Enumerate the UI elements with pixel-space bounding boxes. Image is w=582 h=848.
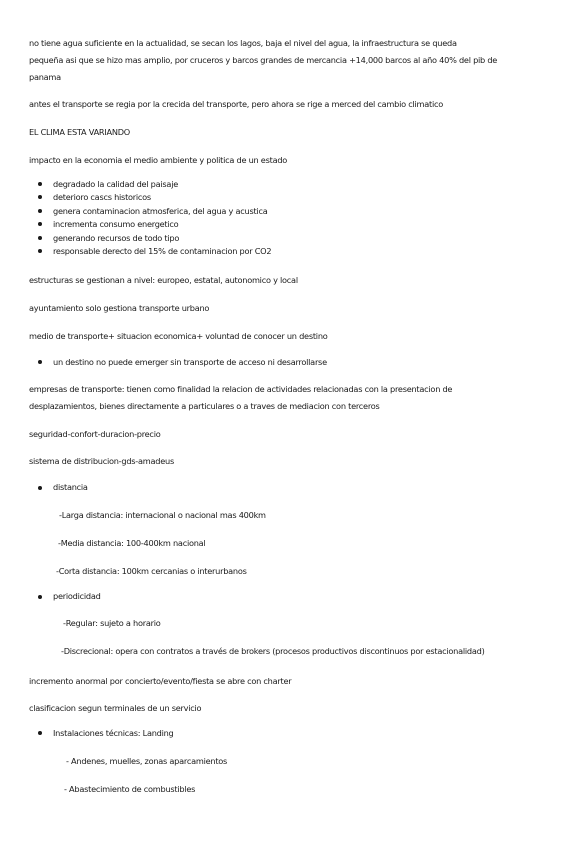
paragraph-distribucion: sistema de distribucion-gds-amadeus [29,456,174,466]
paragraph-transporte-clima: antes el transporte se regia por la crecida del transporte, pero ahora se rige a merced del cambio climatico [29,99,444,109]
paragraph-empresas-line-2: desplazamientos, bienes directamente a particulares o a traves de mediacion con terceros [29,401,380,411]
list-item-periodicidad: periodicidad [53,591,101,601]
bullet-dot [38,209,42,213]
list-item: generando recursos de todo tipo [53,233,180,243]
sub-item-combustibles: - Abastecimiento de combustibles [64,784,196,794]
bullet-dot [38,222,42,226]
paragraph-agua-line-2: pequeña asi que se hizo mas amplio, por cruceros y barcos grandes de mercancia +14,000 barcos al año 40% del pib de [29,55,498,65]
list-item: genera contaminacion atmosferica, del agua y acustica [53,206,268,216]
bullet-dot [38,595,42,599]
bullet-dot [38,731,42,735]
bullet-dot [38,360,42,364]
sub-item-regular: -Regular: sujeto a horario [63,618,161,628]
list-item-distancia: distancia [53,482,88,492]
list-item-instalaciones: Instalaciones técnicas: Landing [53,728,174,738]
paragraph-agua-line-1: no tiene agua suficiente en la actualidad, se secan los lagos, baja el nivel del agua, la infraestructura se queda [29,38,457,48]
bullet-dot [38,486,42,490]
sub-item-andenes: - Andenes, muelles, zonas aparcamientos [66,756,228,766]
paragraph-incremento: incremento anormal por concierto/evento/fiesta se abre con charter [29,676,292,686]
bullet-dot [38,182,42,186]
bullet-dot [38,236,42,240]
paragraph-clima-variando: EL CLIMA ESTA VARIANDO [29,127,130,137]
sub-item-media: -Media distancia: 100-400km nacional [58,538,206,548]
paragraph-impacto: impacto en la economia el medio ambiente y politica de un estado [29,155,288,165]
sub-item-corta: -Corta distancia: 100km cercanias o interurbanos [56,566,247,576]
paragraph-estructuras: estructuras se gestionan a nivel: europeo, estatal, autonomico y local [29,275,298,285]
list-item: incrementa consumo energetico [53,219,179,229]
paragraph-seguridad: seguridad-confort-duracion-precio [29,429,161,439]
sub-item-discrecional: -Discrecional: opera con contratos a través de brokers (procesos productivos discontinuos por estacionalidad) [61,646,485,656]
list-item-destino: un destino no puede emerger sin transporte de acceso ni desarrollarse [53,357,327,367]
list-item: deterioro cascs historicos [53,192,151,202]
bullet-dot [38,249,42,253]
list-item: degradado la calidad del paisaje [53,179,179,189]
paragraph-agua-line-3: panama [29,72,61,82]
paragraph-clasificacion: clasificacion segun terminales de un servicio [29,703,202,713]
list-item: responsable derecto del 15% de contaminacion por CO2 [53,246,272,256]
paragraph-empresas-line-1: empresas de transporte: tienen como finalidad la relacion de actividades relacionadas con la presentacion de [29,384,453,394]
paragraph-medio-transporte: medio de transporte+ situacion economica+ voluntad de conocer un destino [29,331,328,341]
paragraph-ayuntamiento: ayuntamiento solo gestiona transporte urbano [29,303,210,313]
bullet-dot [38,195,42,199]
sub-item-larga: -Larga distancia: internacional o nacional mas 400km [59,510,266,520]
